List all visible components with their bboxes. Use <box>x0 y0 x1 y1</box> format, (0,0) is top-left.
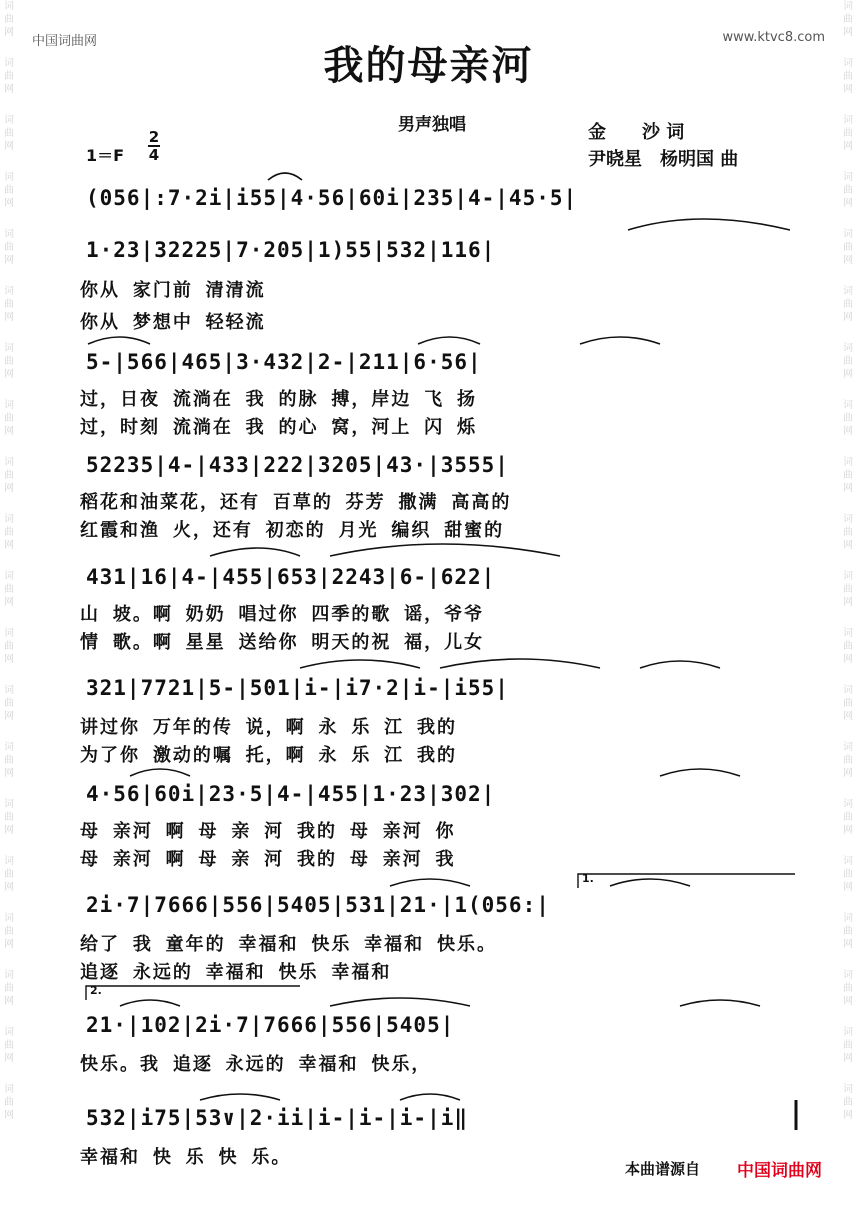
watermark-char: 网 <box>4 825 14 836</box>
watermark-char: 网 <box>4 996 14 1007</box>
volta-1-label: 1. <box>582 872 594 885</box>
watermark-char: 词 <box>4 913 14 924</box>
watermark-char: 网 <box>4 768 14 779</box>
watermark-char: 曲 <box>4 413 14 424</box>
watermark-char: 网 <box>4 882 14 893</box>
watermark-char: 网 <box>4 141 14 152</box>
score-row-4-lyric-2: 红霞和渔 火，还有 初恋的 月光 编织 甜蜜的 <box>80 520 505 541</box>
watermark-char: 曲 <box>843 755 853 766</box>
score-row-10-notes: 532|i75|53∨|2·ii|i-|i-|i-|i‖ <box>86 1106 469 1130</box>
volta-2-bracket <box>86 986 300 1000</box>
watermark-char: 网 <box>4 84 14 95</box>
watermark-char: 曲 <box>4 869 14 880</box>
score-row-6-notes: 321|7721|5-|501|i-|i7·2|i-|i55| <box>86 676 509 700</box>
watermark-char: 词 <box>843 856 853 867</box>
site-url-top[interactable]: www.ktvc8.com <box>722 30 825 45</box>
score-row-6-lyric-1: 讲过你 万年的传 说，啊 永 乐 江 我的 <box>80 717 458 738</box>
watermark-char: 词 <box>4 571 14 582</box>
source-site-link[interactable]: 中国词曲网 <box>737 1161 822 1181</box>
watermark-char: 曲 <box>4 299 14 310</box>
score-row-5-notes: 431|16|4-|455|653|2243|6-|622| <box>86 565 496 589</box>
lyricist-credit: 金 沙 词 <box>588 122 685 143</box>
watermark-char: 词 <box>843 229 853 240</box>
watermark-char: 曲 <box>843 641 853 652</box>
watermark-char: 网 <box>4 711 14 722</box>
watermark-char: 网 <box>843 1110 853 1121</box>
watermark-char: 网 <box>4 939 14 950</box>
watermark-char: 网 <box>843 84 853 95</box>
watermark-char: 网 <box>843 711 853 722</box>
score-row-2-lyric-1: 你从 家门前 清清流 <box>80 280 266 301</box>
score-row-8-notes: 2i·7|7666|556|5405|531|21·|1(056:| <box>86 893 550 917</box>
watermark-char: 网 <box>843 939 853 950</box>
score-row-4-notes: 52235|4-|433|222|3205|43·|3555| <box>86 453 509 477</box>
score-row-2-notes: 1·23|32225|7·205|1)55|532|116| <box>86 238 496 262</box>
watermark-char: 词 <box>4 799 14 810</box>
time-signature-bottom: 4 <box>148 146 160 164</box>
watermark-char: 曲 <box>843 698 853 709</box>
score-row-6-lyric-2: 为了你 激动的嘱 托，啊 永 乐 江 我的 <box>80 745 458 766</box>
watermark-char: 词 <box>4 742 14 753</box>
watermark-char: 网 <box>4 312 14 323</box>
watermark-char: 网 <box>843 768 853 779</box>
watermark-char: 词 <box>843 58 853 69</box>
volta-brackets <box>86 874 795 1000</box>
watermark-char: 曲 <box>843 983 853 994</box>
watermark-char: 曲 <box>843 128 853 139</box>
watermark-char: 曲 <box>4 983 14 994</box>
watermark-char: 词 <box>4 457 14 468</box>
watermark-char: 词 <box>4 856 14 867</box>
watermark-char: 词 <box>4 685 14 696</box>
watermark-char: 曲 <box>843 185 853 196</box>
watermark-char: 曲 <box>843 356 853 367</box>
volta-2-label: 2. <box>90 984 102 997</box>
watermark-char: 词 <box>4 115 14 126</box>
watermark-char: 曲 <box>4 812 14 823</box>
score-row-3-lyric-1: 过，日夜 流淌在 我 的脉 搏，岸边 飞 扬 <box>80 389 478 410</box>
watermark-char: 词 <box>843 913 853 924</box>
watermark-char: 曲 <box>843 470 853 481</box>
watermark-char: 词 <box>843 571 853 582</box>
watermark-char: 词 <box>843 1084 853 1095</box>
watermark-char: 网 <box>4 597 14 608</box>
score-row-2-lyric-2: 你从 梦想中 轻轻流 <box>80 312 266 333</box>
watermark-char: 曲 <box>843 926 853 937</box>
watermark-char: 曲 <box>843 71 853 82</box>
watermark-char: 曲 <box>843 812 853 823</box>
watermark-char: 曲 <box>4 71 14 82</box>
watermark-char: 网 <box>843 312 853 323</box>
watermark-char: 曲 <box>843 1040 853 1051</box>
watermark-char: 曲 <box>4 584 14 595</box>
time-signature-top: 2 <box>148 128 160 146</box>
watermark-char: 词 <box>843 799 853 810</box>
watermark-char: 曲 <box>843 299 853 310</box>
watermark-char: 词 <box>843 400 853 411</box>
watermark-char: 词 <box>4 628 14 639</box>
watermark-char: 曲 <box>843 242 853 253</box>
score-row-4-lyric-1: 稻花和油菜花，还有 百草的 芬芳 撒满 高高的 <box>80 492 512 513</box>
watermark-char: 词 <box>843 457 853 468</box>
score-row-5-lyric-2: 情 歌。啊 星星 送给你 明天的祝 福，儿女 <box>80 632 485 653</box>
composer-credit: 尹晓星 杨明国 曲 <box>588 149 739 170</box>
watermark-char: 词 <box>4 58 14 69</box>
watermark-char: 网 <box>4 198 14 209</box>
watermark-char: 网 <box>4 654 14 665</box>
score-row-8-lyric-2: 追逐 永远的 幸福和 快乐 幸福和 <box>80 962 392 983</box>
watermark-char: 曲 <box>4 128 14 139</box>
watermark-char: 曲 <box>4 242 14 253</box>
watermark-char: 网 <box>4 483 14 494</box>
watermark-char: 网 <box>4 1110 14 1121</box>
watermark-char: 网 <box>4 27 14 38</box>
watermark-char: 网 <box>843 426 853 437</box>
watermark-char: 网 <box>843 882 853 893</box>
watermark-char: 曲 <box>4 1097 14 1108</box>
site-name-top[interactable]: 中国词曲网 <box>32 34 98 49</box>
watermark-char: 网 <box>843 1053 853 1064</box>
watermark-char: 词 <box>4 1084 14 1095</box>
score-row-7-notes: 4·56|60i|23·5|4-|455|1·23|302| <box>86 782 496 806</box>
watermark-char: 词 <box>843 172 853 183</box>
key-signature: 1＝F <box>86 146 125 165</box>
watermark-char: 词 <box>843 1027 853 1038</box>
watermark-char: 曲 <box>843 14 853 25</box>
watermark-char: 词 <box>843 685 853 696</box>
watermark-char: 词 <box>843 970 853 981</box>
watermark-char: 词 <box>843 1 853 12</box>
score-row-5-lyric-1: 山 坡。啊 奶奶 唱过你 四季的歌 谣，爷爷 <box>80 604 485 625</box>
watermark-char: 网 <box>843 654 853 665</box>
watermark-char: 曲 <box>4 1040 14 1051</box>
watermark-char: 曲 <box>843 869 853 880</box>
watermark-char: 词 <box>4 1027 14 1038</box>
watermark-char: 词 <box>4 514 14 525</box>
score-row-3-lyric-2: 过，时刻 流淌在 我 的心 窝，河上 闪 烁 <box>80 417 478 438</box>
watermark-char: 网 <box>843 141 853 152</box>
watermark-char: 词 <box>843 343 853 354</box>
watermark-char: 网 <box>843 597 853 608</box>
score-row-7-lyric-1: 母 亲河 啊 母 亲 河 我的 母 亲河 你 <box>80 821 456 842</box>
watermark-char: 词 <box>4 343 14 354</box>
watermark-char: 曲 <box>4 527 14 538</box>
watermark-char: 曲 <box>4 14 14 25</box>
watermark-char: 词 <box>4 970 14 981</box>
watermark-char: 词 <box>4 172 14 183</box>
watermark-char: 网 <box>843 369 853 380</box>
watermark-char: 词 <box>843 115 853 126</box>
slur-marks <box>88 173 790 1100</box>
watermark-char: 词 <box>843 286 853 297</box>
score-row-9-notes: 21·|102|2i·7|7666|556|5405| <box>86 1013 455 1037</box>
watermark-char: 曲 <box>4 185 14 196</box>
watermark-char: 词 <box>843 514 853 525</box>
watermark-char: 曲 <box>843 1097 853 1108</box>
score-row-9-lyric-1: 快乐。我 追逐 永远的 幸福和 快乐， <box>80 1054 432 1075</box>
watermark-char: 网 <box>843 483 853 494</box>
watermark-char: 网 <box>4 369 14 380</box>
watermark-char: 词 <box>4 400 14 411</box>
watermark-char: 网 <box>843 540 853 551</box>
watermark-char: 曲 <box>4 926 14 937</box>
watermark-char: 网 <box>843 27 853 38</box>
score-row-8-lyric-1: 给了 我 童年的 幸福和 快乐 幸福和 快乐。 <box>80 934 498 955</box>
score-row-3-notes: 5-|566|465|3·432|2-|211|6·56| <box>86 350 482 374</box>
score-row-10-lyric-1: 幸福和 快 乐 快 乐。 <box>80 1147 292 1168</box>
song-title: 我的母亲河 <box>323 43 534 89</box>
watermark-char: 曲 <box>4 470 14 481</box>
watermark-char: 网 <box>843 198 853 209</box>
watermark-char: 曲 <box>4 698 14 709</box>
watermark-char: 网 <box>843 996 853 1007</box>
watermark-char: 网 <box>4 1053 14 1064</box>
score-row-1-notes: (056|:7·2i|i55|4·56|60i|235|4-|45·5| <box>86 186 578 210</box>
watermark-char: 曲 <box>4 755 14 766</box>
watermark-char: 网 <box>4 540 14 551</box>
watermark-char: 网 <box>843 255 853 266</box>
watermark-char: 网 <box>4 426 14 437</box>
watermark-char: 网 <box>4 255 14 266</box>
source-label: 本曲谱源自 <box>625 1160 701 1178</box>
watermark-char: 词 <box>843 742 853 753</box>
score-row-7-lyric-2: 母 亲河 啊 母 亲 河 我的 母 亲河 我 <box>80 849 456 870</box>
watermark-char: 词 <box>843 628 853 639</box>
watermark-char: 网 <box>843 825 853 836</box>
watermark-char: 曲 <box>843 584 853 595</box>
watermark-char: 词 <box>4 286 14 297</box>
watermark-char: 词 <box>4 1 14 12</box>
watermark-char: 曲 <box>843 527 853 538</box>
performer-label: 男声独唱 <box>398 115 466 135</box>
watermark-char: 词 <box>4 229 14 240</box>
watermark-char: 曲 <box>4 356 14 367</box>
watermark-char: 曲 <box>4 641 14 652</box>
watermark-char: 曲 <box>843 413 853 424</box>
